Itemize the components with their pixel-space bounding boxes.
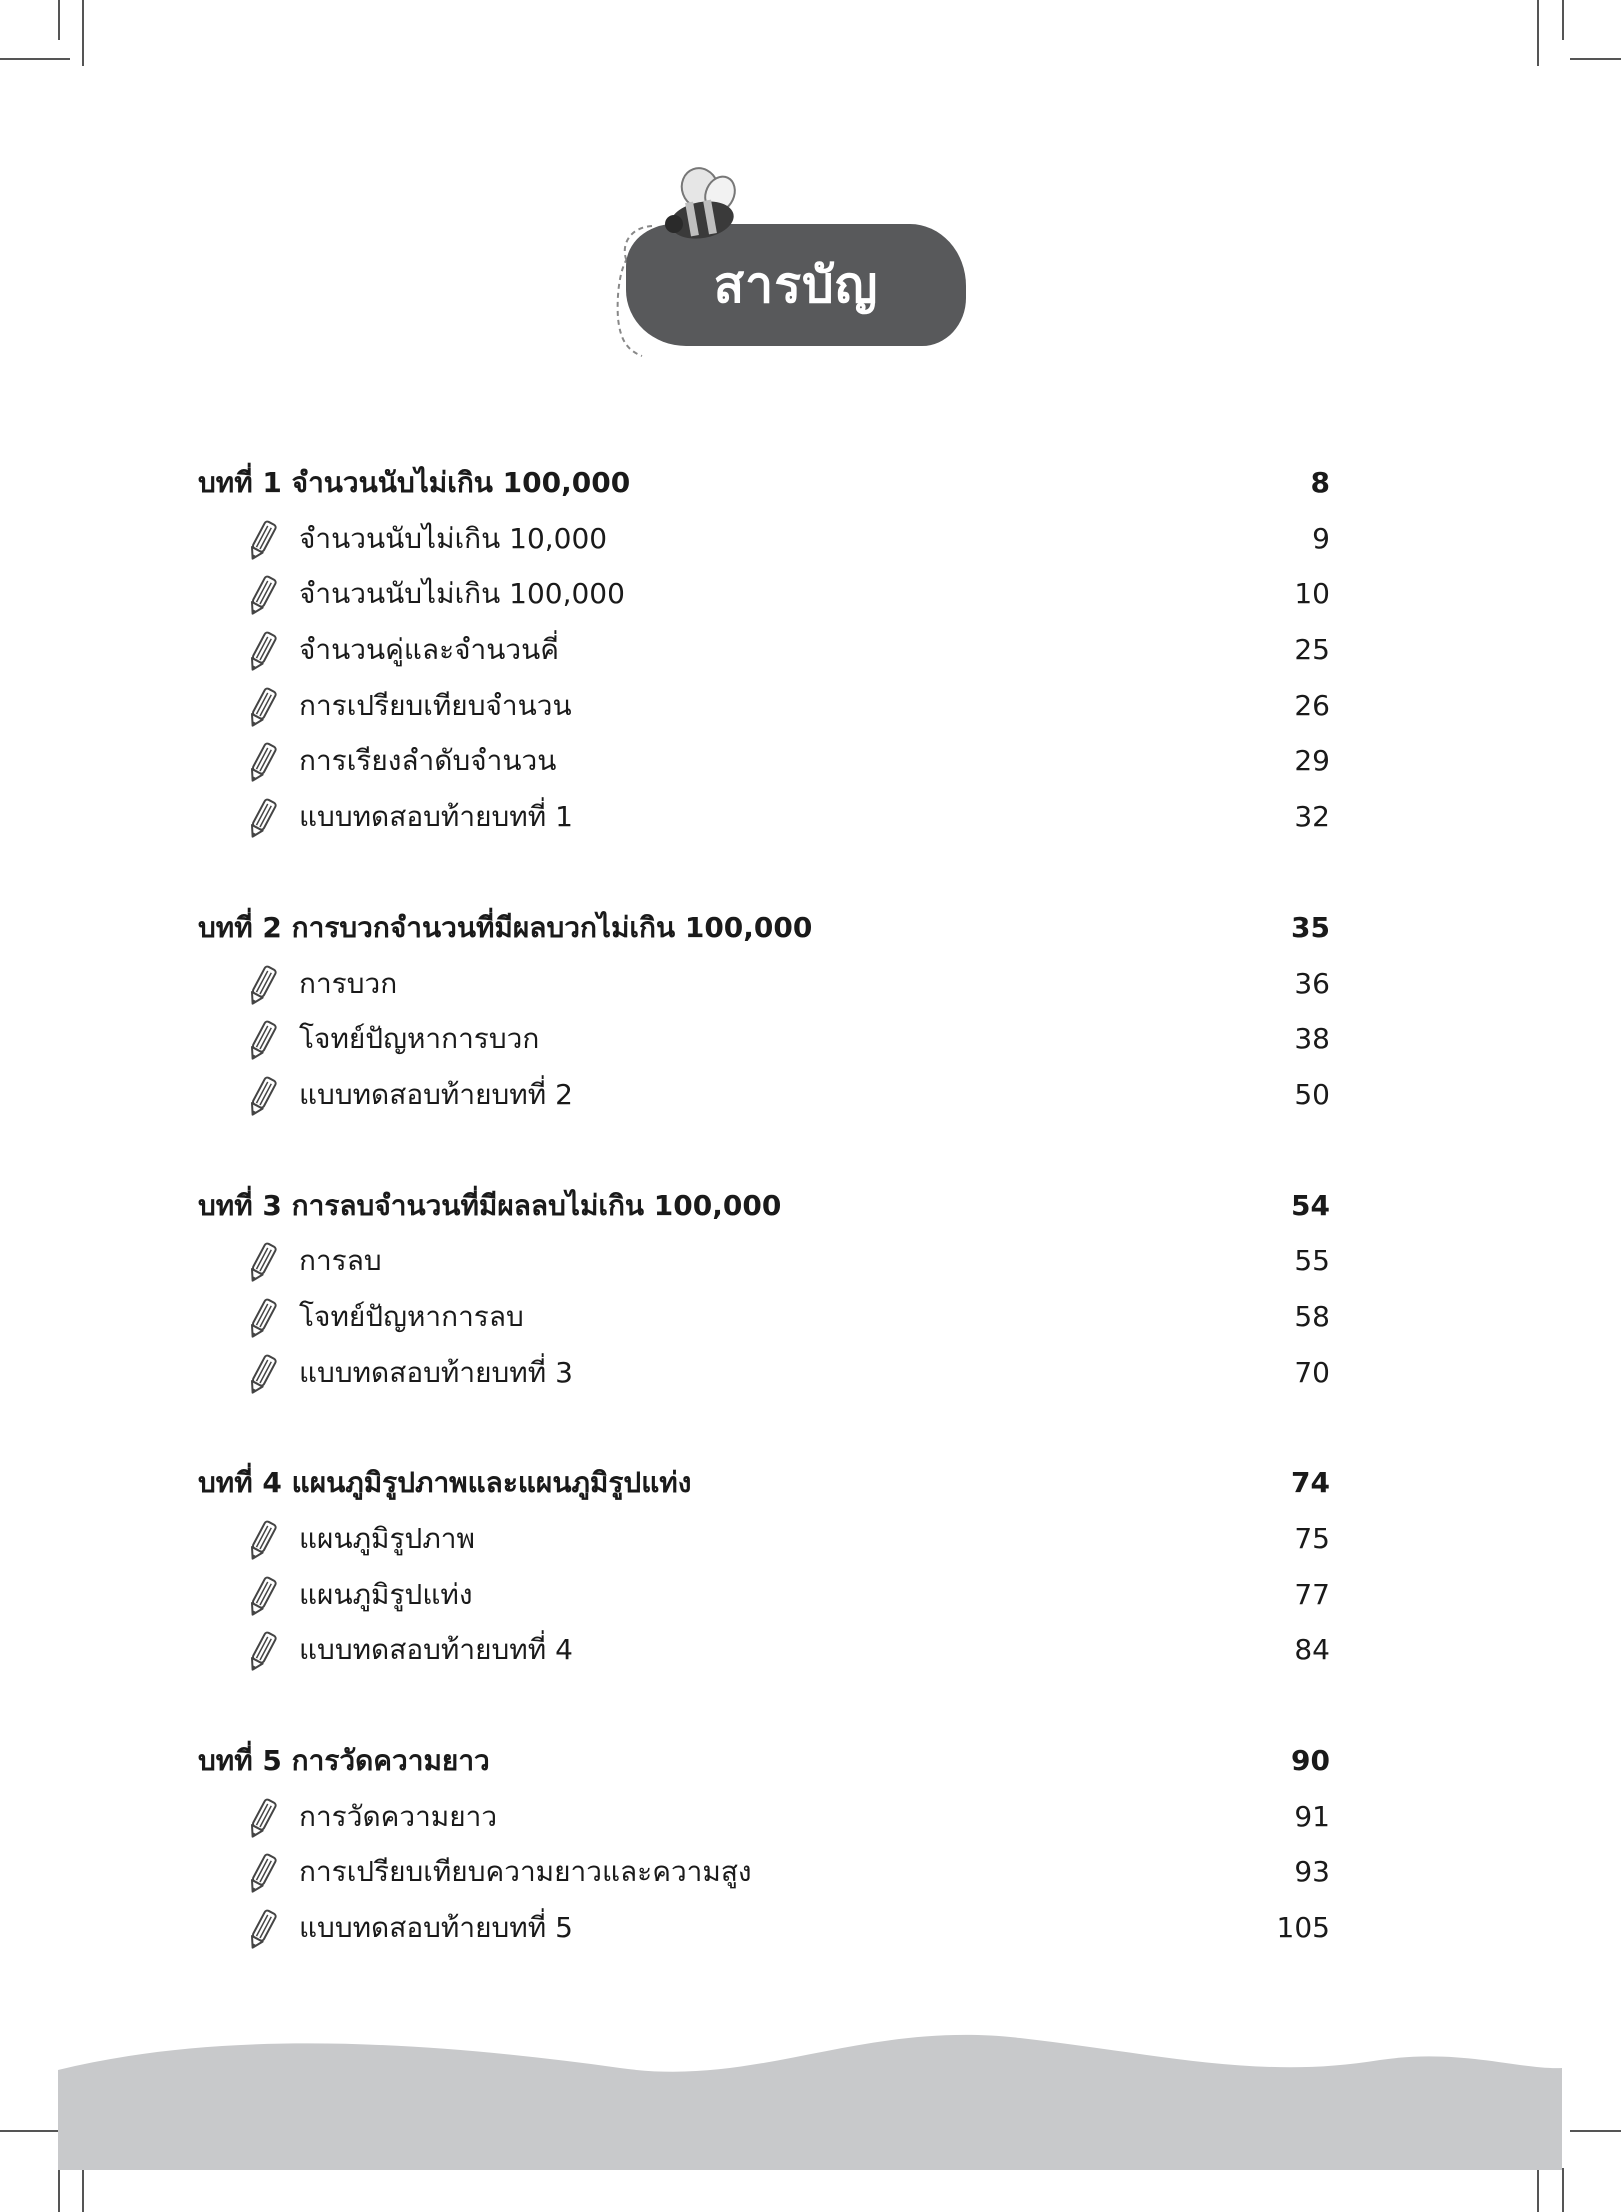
chapter-4 [198,1455,1330,1678]
pencil-icon [244,1908,280,1952]
page-number: 84 [1294,1633,1330,1667]
chapter-heading[interactable] [198,1178,1330,1234]
toc-item[interactable] [198,1345,1330,1401]
toc-item-label: แบบทดสอบท้ายบทที่ 1 [299,800,573,834]
pencil-icon [244,519,280,563]
pencil-icon [244,741,280,785]
crop-mark-bottom-right-v2 [1562,2168,1564,2212]
toc-item-label: จำนวนนับไม่เกิน 10,000 [299,521,608,555]
crop-mark-top-right-v2 [1562,0,1564,40]
page-number: 74 [1291,1466,1330,1500]
toc-item[interactable] [198,1567,1330,1623]
page-number: 70 [1294,1355,1330,1389]
page-number: 58 [1294,1299,1330,1333]
toc-item-label: การวัดความยาว [299,1799,498,1833]
toc-item-label: การเปรียบเทียบจำนวน [299,688,572,722]
toc-item[interactable] [198,789,1330,845]
page-title: สารบัญ [713,256,879,314]
chapter-title: บทที่ 5 การวัดความยาว [198,1744,490,1778]
toc-item[interactable] [198,1511,1330,1567]
footer-wave [0,2010,1621,2170]
crop-mark-top-right-v [1537,0,1539,66]
toc-item[interactable] [198,956,1330,1012]
pencil-icon [244,1575,280,1619]
pencil-icon [244,1297,280,1341]
chapter-heading[interactable] [198,900,1330,956]
toc-item-label: จำนวนนับไม่เกิน 100,000 [299,577,625,611]
chapter-title: บทที่ 4 แผนภูมิรูปภาพและแผนภูมิรูปแท่ง [198,1466,692,1500]
page-number: 9 [1312,521,1330,555]
toc-item[interactable] [198,1011,1330,1067]
toc-item[interactable] [198,622,1330,678]
toc-item[interactable] [198,733,1330,789]
pencil-icon [244,964,280,1008]
pencil-icon [244,630,280,674]
chapter-heading[interactable] [198,455,1330,511]
chapter-5 [198,1733,1330,1956]
pencil-icon [244,1797,280,1841]
crop-mark-top-left-v2 [58,0,60,40]
toc-item-label: แผนภูมิรูปภาพ [299,1522,475,1555]
page-number: 93 [1294,1855,1330,1889]
pencil-icon [244,1019,280,1063]
chapter-1 [198,455,1330,845]
page-number: 55 [1294,1244,1330,1278]
page-number: 50 [1294,1077,1330,1111]
chapter-2 [198,900,1330,1123]
chapter-3 [198,1178,1330,1401]
pencil-icon [244,1241,280,1285]
crop-mark-top-right-h [1570,58,1621,60]
toc-item-label: แบบทดสอบท้ายบทที่ 5 [299,1911,573,1945]
toc-item-label: การเรียงลำดับจำนวน [299,744,557,778]
toc-item-label: การลบ [299,1244,382,1278]
toc-item-label: โจทย์ปัญหาการบวก [299,1022,540,1056]
page-number: 77 [1294,1577,1330,1611]
pencil-icon [244,797,280,841]
page-number: 26 [1294,688,1330,722]
toc-item[interactable] [198,1789,1330,1845]
pencil-icon [244,1353,280,1397]
pencil-icon [244,1519,280,1563]
page-number: 35 [1291,910,1330,944]
chapter-title: บทที่ 2 การบวกจำนวนที่มีผลบวกไม่เกิน 100,000 [198,910,813,944]
toc-item-label: แบบทดสอบท้ายบทที่ 3 [299,1355,573,1389]
pencil-icon [244,1075,280,1119]
toc-item[interactable] [198,511,1330,567]
toc-item-label: แบบทดสอบท้ายบทที่ 2 [299,1077,573,1111]
toc-item[interactable] [198,1900,1330,1956]
pencil-icon [244,686,280,730]
page-number: 90 [1291,1744,1330,1778]
crop-mark-top-left-v [82,0,84,66]
page-number: 10 [1294,577,1330,611]
page-number: 54 [1291,1188,1330,1222]
toc-item-label: แบบทดสอบท้ายบทที่ 4 [299,1633,573,1667]
toc-item-label: จำนวนคู่และจำนวนคี่ [299,633,559,667]
toc-item[interactable] [198,678,1330,734]
toc-item-label: แผนภูมิรูปแท่ง [299,1577,473,1611]
page-number: 29 [1294,744,1330,778]
pencil-icon [244,1852,280,1896]
chapter-title: บทที่ 3 การลบจำนวนที่มีผลลบไม่เกิน 100,000 [198,1188,782,1222]
toc-item[interactable] [198,1289,1330,1345]
toc-item[interactable] [198,1067,1330,1123]
crop-mark-bottom-left-v2 [58,2168,60,2212]
page-number: 38 [1294,1022,1330,1056]
page-number: 105 [1276,1911,1330,1945]
toc-item[interactable] [198,1844,1330,1900]
chapter-heading[interactable] [198,1455,1330,1511]
page-number: 36 [1294,966,1330,1000]
page-number: 75 [1294,1522,1330,1555]
toc-item-label: โจทย์ปัญหาการลบ [299,1299,524,1333]
toc-item-label: การบวก [299,966,398,1000]
toc-item[interactable] [198,566,1330,622]
chapter-title: บทที่ 1 จำนวนนับไม่เกิน 100,000 [198,466,631,499]
page-number: 32 [1294,800,1330,834]
table-of-contents [198,455,1330,2011]
page-number: 8 [1310,466,1330,499]
pencil-icon [244,1630,280,1674]
bee-icon [652,158,742,248]
page-number: 25 [1294,633,1330,667]
page-number: 91 [1294,1799,1330,1833]
title-block [612,158,972,358]
chapter-heading[interactable] [198,1733,1330,1789]
crop-mark-top-left-h [0,58,70,60]
toc-item[interactable] [198,1622,1330,1678]
toc-item[interactable] [198,1233,1330,1289]
pencil-icon [244,574,280,618]
toc-item-label: การเปรียบเทียบความยาวและความสูง [299,1855,752,1889]
